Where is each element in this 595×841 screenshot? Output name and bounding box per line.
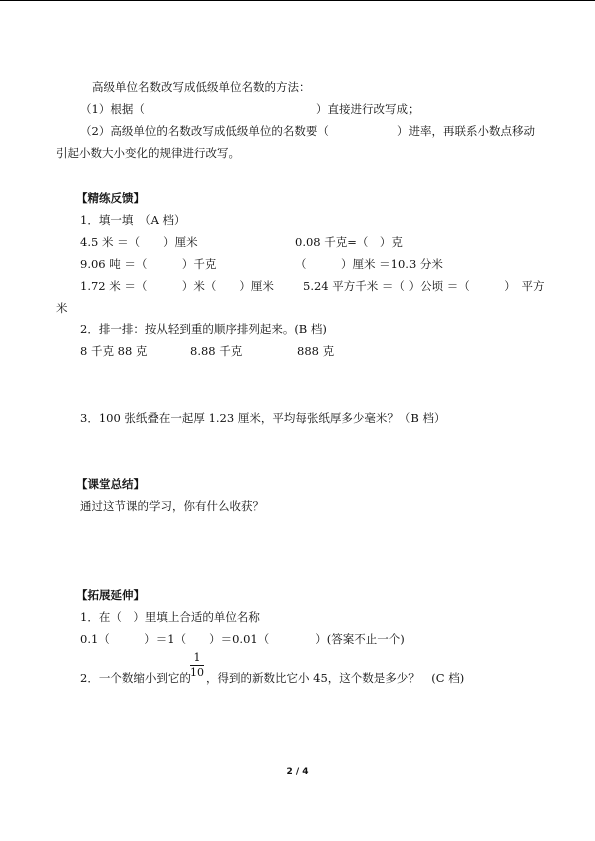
intro-line: 高级单位名数改写成低级单位名数的方法：	[92, 80, 311, 94]
summary-heading: 【课堂总结】	[76, 477, 145, 491]
fill-item: 0.08 千克=（ ）克	[295, 235, 403, 249]
fraction-denominator: 10	[190, 666, 204, 679]
weight-item: 8.88 千克	[190, 344, 243, 358]
extend-q2-start: 2．一个数缩小到它的	[80, 671, 191, 685]
extend-q1-title: 1．在（ ）里填上合适的单位名称	[80, 610, 260, 624]
fraction-numerator: 1	[193, 651, 201, 664]
intro-item2-cont: 引起小数大小变化的规律进行改写。	[56, 146, 240, 160]
intro-item2-start: （2）高级单位的名数改写成低级单位的名数要（	[80, 124, 329, 138]
page-number: 2 / 4	[286, 767, 309, 777]
summary-text: 通过这节课的学习，你有什么收获？	[80, 499, 264, 513]
weight-item: 888 克	[297, 344, 335, 358]
practice-q2-title: 2．排一排：按从轻到重的顺序排列起来。(B 档)	[80, 322, 327, 336]
practice-q3: 3．100 张纸叠在一起厚 1.23 厘米，平均每张纸厚多少毫米？（B 档）	[80, 411, 446, 425]
fill-item: 1.72 米 ＝（ ）米（ ）厘米	[80, 279, 274, 293]
fraction-one-tenth	[190, 652, 204, 679]
fill-item: 5.24 平方千米 ＝（ ）公顷 ＝（ ） 平方	[303, 279, 545, 293]
header-rule	[0, 0, 595, 1]
weight-item: 8 千克 88 克	[80, 344, 148, 358]
extend-heading: 【拓展延伸】	[76, 588, 145, 602]
fill-item: （ ）厘米 ＝10.3 分米	[295, 257, 443, 271]
fill-item: 4.5 米 ＝（ ）厘米	[80, 235, 198, 249]
extend-q1-line: 0.1（ ）＝1（ ）＝0.01（ ）(答案不止一个)	[80, 632, 405, 646]
intro-item1-end: ）直接进行改写成；	[316, 102, 420, 116]
practice-heading: 【精练反馈】	[76, 191, 145, 205]
intro-item1-start: （1）根据（	[80, 102, 145, 116]
extend-q2-end: ，得到的新数比它小 45，这个数是多少？ (C 档)	[206, 671, 465, 685]
intro-item2-end: ）进率，再联系小数点移动	[397, 124, 535, 138]
fill-item: 9.06 吨 ＝（ ）千克	[80, 257, 217, 271]
fill-item-wrap: 米	[56, 301, 68, 315]
practice-q1-title: 1．填一填 （A 档）	[80, 213, 186, 227]
